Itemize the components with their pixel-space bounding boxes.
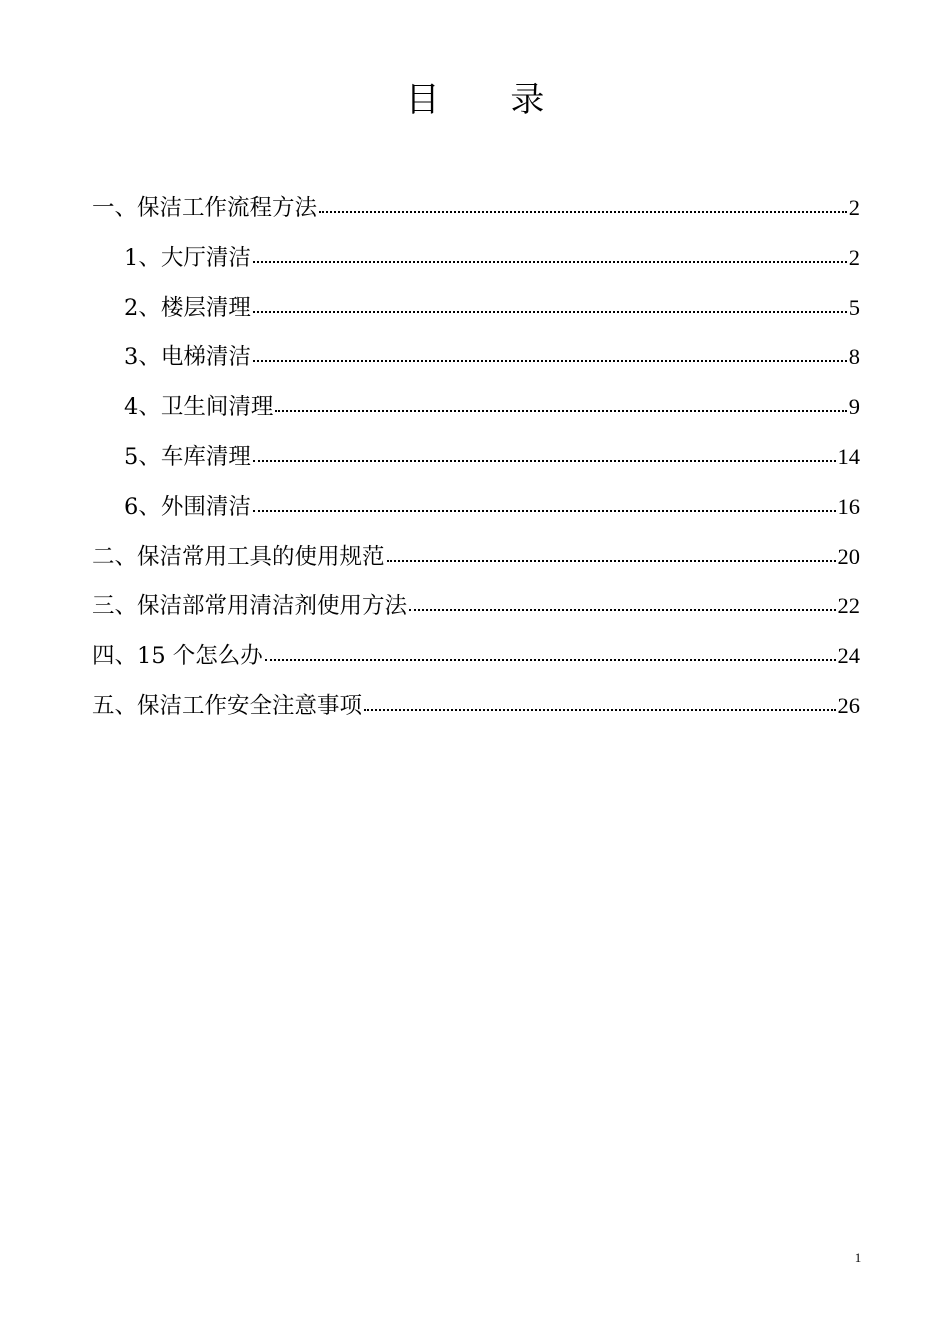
toc-entry-label: 五、保洁工作安全注意事项 xyxy=(92,692,363,719)
toc-dot-leader xyxy=(275,409,846,412)
toc-entry-1-1[interactable] xyxy=(92,240,860,290)
toc-dot-leader xyxy=(319,210,847,213)
toc-entry-label: 4、卫生间清理 xyxy=(124,394,274,421)
toc-dot-leader xyxy=(265,658,836,661)
toc-dot-leader xyxy=(387,559,836,562)
toc-entry-label: 一、保洁工作流程方法 xyxy=(92,195,318,221)
toc-entry-page: 5 xyxy=(848,294,860,320)
toc-dot-leader xyxy=(409,608,835,611)
toc-entry-4[interactable] xyxy=(92,638,860,688)
toc-entry-page: 8 xyxy=(848,344,860,370)
toc-entry-page: 16 xyxy=(837,493,860,519)
toc-entry-label: 5、车库清理 xyxy=(124,443,251,470)
toc-entry-label: 6、外围清洁 xyxy=(124,493,251,520)
toc-entry-1[interactable] xyxy=(92,190,860,240)
toc-entry-page: 24 xyxy=(837,643,860,669)
toc-entry-page: 14 xyxy=(837,443,860,469)
toc-entry-label: 三、保洁部常用清洁剂使用方法 xyxy=(92,593,408,620)
toc-entry-1-2[interactable] xyxy=(92,290,860,340)
toc-entry-label: 2、楼层清理 xyxy=(124,294,251,321)
toc-entry-page: 9 xyxy=(848,394,860,420)
toc-entry-label: 四、15 个怎么办 xyxy=(92,643,263,670)
toc-entry-label: 二、保洁常用工具的使用规范 xyxy=(92,543,385,570)
toc-dot-leader xyxy=(253,310,847,313)
toc-entry-2[interactable] xyxy=(92,539,860,589)
toc-entry-3[interactable] xyxy=(92,588,860,638)
toc-dot-leader xyxy=(253,459,836,462)
toc-entry-1-6[interactable] xyxy=(92,489,860,539)
toc-entry-label: 3、电梯清洁 xyxy=(124,344,251,371)
toc-entry-page: 20 xyxy=(837,543,860,569)
toc-entry-1-4[interactable] xyxy=(92,389,860,439)
toc-dot-leader xyxy=(364,708,835,711)
toc-entry-page: 2 xyxy=(848,195,860,220)
toc-entry-page: 22 xyxy=(837,593,860,619)
toc-entry-1-5[interactable] xyxy=(92,439,860,489)
toc-dot-leader xyxy=(253,509,836,512)
toc-entry-label: 1、大厅清洁 xyxy=(124,244,251,271)
toc-entry-5[interactable] xyxy=(92,688,860,738)
toc-entry-1-3[interactable] xyxy=(92,339,860,389)
toc-dot-leader xyxy=(253,260,847,263)
toc-list xyxy=(92,190,860,738)
toc-dot-leader xyxy=(253,359,847,362)
page-number: 1 xyxy=(854,1250,862,1265)
toc-entry-page: 26 xyxy=(837,692,860,718)
toc-entry-page: 2 xyxy=(848,244,860,270)
toc-title: 目 录 xyxy=(405,80,575,120)
